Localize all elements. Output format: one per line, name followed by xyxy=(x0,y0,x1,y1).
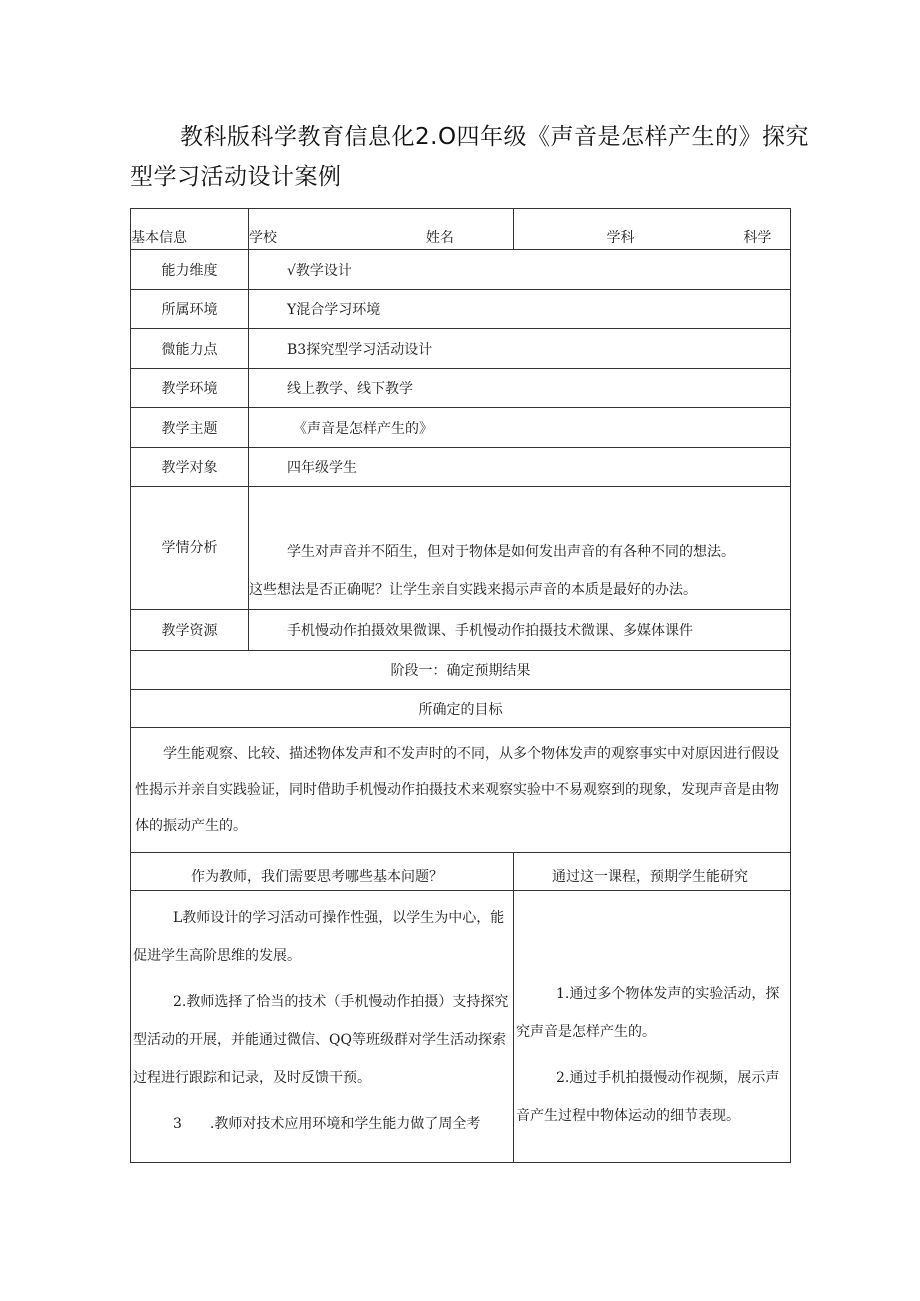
subject-value: 科学 xyxy=(743,230,772,246)
teaching-topic-label: 教学主题 xyxy=(131,408,249,448)
student-outcomes-header: 通过这一课程，预期学生能研究 xyxy=(514,853,791,891)
environment-label: 所属环境 xyxy=(131,290,249,329)
student-outcomes-list xyxy=(514,891,791,1163)
questions-header-row xyxy=(131,853,791,891)
goal-heading: 所确定的目标 xyxy=(131,690,791,728)
lesson-design-table xyxy=(130,208,791,1163)
resources-value: 手机慢动作拍摄效果微课、手机慢动作拍摄技术微课、多媒体课件 xyxy=(249,610,791,651)
name-label: 姓名 xyxy=(425,230,454,246)
stage-heading: 阶段一：确定预期结果 xyxy=(131,651,791,690)
list-item xyxy=(133,1105,511,1143)
ability-dimension-label: 能力维度 xyxy=(131,250,249,290)
document-title-line-1: 教科版科学教育信息化2.O四年级《声音是怎样产生的》探究 xyxy=(180,124,810,150)
teaching-environment-value: 线上教学、线下教学 xyxy=(249,369,791,408)
school-name-cell xyxy=(249,209,514,250)
questions-body-row xyxy=(131,891,791,1163)
list-item: L教师设计的学习活动可操作性强，以学生为中心，能促进学生高阶思维的发展。 xyxy=(133,910,505,964)
table-row xyxy=(131,408,791,448)
goal-text-row xyxy=(131,728,791,853)
teaching-target-label: 教学对象 xyxy=(131,448,249,487)
resources-label: 教学资源 xyxy=(131,610,249,651)
analysis-label: 学情分析 xyxy=(131,487,249,610)
school-label: 学校 xyxy=(249,230,277,246)
teacher-questions-header: 作为教师，我们需要思考哪些基本问题？ xyxy=(131,853,514,891)
list-item: 1.通过多个物体发声的实验活动，探究声音是怎样产生的。 xyxy=(516,986,780,1040)
teaching-environment-label: 教学环境 xyxy=(131,369,249,408)
environment-value: Y混合学习环境 xyxy=(249,290,791,329)
table-row xyxy=(131,448,791,487)
teacher-questions-list xyxy=(131,891,514,1163)
subject-cell xyxy=(514,209,791,250)
analysis-row xyxy=(131,487,791,610)
subject-label: 学科 xyxy=(606,230,635,246)
list-item-number: 3 xyxy=(173,1116,182,1132)
micro-ability-label: 微能力点 xyxy=(131,329,249,369)
teaching-topic-value: 《声音是怎样产生的》 xyxy=(249,408,791,448)
stage-row xyxy=(131,651,791,690)
goal-title-row xyxy=(131,690,791,728)
teaching-target-value: 四年级学生 xyxy=(249,448,791,487)
table-row xyxy=(131,250,791,290)
analysis-text xyxy=(249,487,791,610)
basic-info-label: 基本信息 xyxy=(131,209,249,250)
document-title-line-2: 型学习活动设计案例 xyxy=(130,164,342,190)
table-row xyxy=(131,290,791,329)
table-row xyxy=(131,369,791,408)
resources-row xyxy=(131,610,791,651)
list-item: 2.教师选择了恰当的技术（手机慢动作拍摄）支持探究型活动的开展，并能通过微信、QQ等班级群对学生活动探索过程进行跟踪和记录，及时反馈干预。 xyxy=(133,994,509,1086)
list-item: 2.通过手机拍摄慢动作视频，展示声音产生过程中物体运动的细节表现。 xyxy=(516,1070,780,1124)
micro-ability-value: B3探究型学习活动设计 xyxy=(249,329,791,369)
ability-dimension-value: √教学设计 xyxy=(249,250,791,290)
list-item-text: .教师对技术应用环境和学生能力做了周全考 xyxy=(209,1116,481,1132)
basic-info-row xyxy=(131,209,791,250)
goal-text: 学生能观察、比较、描述物体发声和不发声时的不同，从多个物体发声的观察事实中对原因进行假设性揭示并亲自实践验证，同时借助手机慢动作拍摄技术来观察实验中不易观察到的现象，发现声音是由物体的振动产生的。 xyxy=(131,728,791,853)
analysis-line-1: 学生对声音并不陌生，但对于物体是如何发出声音的有各种不同的想法。 xyxy=(287,544,735,560)
table-row xyxy=(131,329,791,369)
analysis-line-2: 这些想法是否正确呢？让学生亲自实践来揭示声音的本质是最好的办法。 xyxy=(249,582,697,598)
